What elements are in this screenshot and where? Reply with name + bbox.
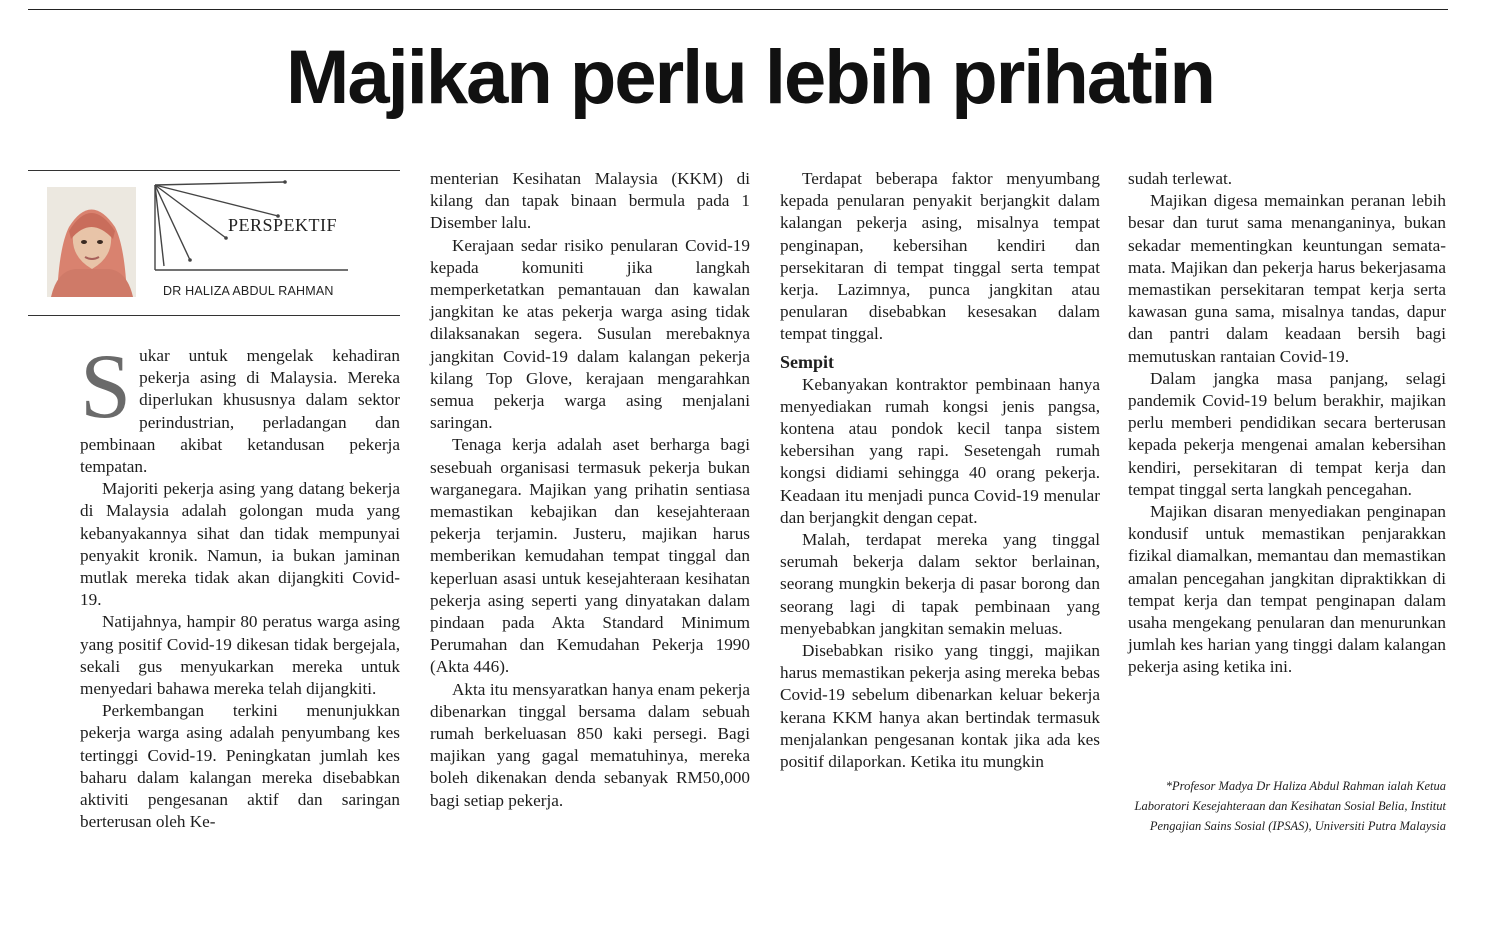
paragraph: Terdapat beberapa faktor menyumbang kepada penularan penyakit berjangkit dalam kalangan pekerja asing, misalnya tempat penginapan, kebersihan kendiri dan persekitaran di tempat tinggal serta tempat kerja. Lazimnya, punca jangkitan atau penularan disebabkan kesesakan dalam tempat tinggal. (780, 169, 1100, 344)
author-footnote: *Profesor Madya Dr Haliza Abdul Rahman ialah Ketua Laboratori Kesejahteraan dan Kesihatan Sosial Belia, Institut Pengajian Sains Sosial (IPSAS), Universiti Putra Malaysia (1134, 779, 1446, 833)
subheading: Sempit (780, 351, 834, 372)
byline-bottom-rule (28, 315, 400, 316)
drop-cap: S (80, 335, 132, 437)
article-column-3 (780, 168, 1100, 773)
paragraph: Disebabkan risiko yang tinggi, majikan harus memastikan pekerja asing mereka bebas Covid-19 sebelum dibenarkan keluar bekerja kerana KKM hanya akan bertindak termasuk menjalankan pengesanan kontak jika ada kes positif dilaporkan. Ketika itu mungkin (780, 641, 1100, 772)
paragraph: Kebanyakan kontraktor pembinaan hanya menyediakan rumah kongsi jenis pangsa, kontena atau pondok kecil tanpa sistem kebersihan yang rapi. Sesetengah rumah kongsi didiami sehingga 40 orang pekerja. Keadaan itu menjadi punca Covid-19 menular dan berjangkit dengan cepat. (780, 374, 1100, 527)
paragraph: Majikan digesa memainkan peranan lebih besar dan turut sama menanganinya, bukan sekadar mementingkan keuntungan semata-mata. Majikan dan pekerja harus bekerjasama memastikan persekitaran tempat kerja serta kawasan guna sama, misalnya tandas, dapur dan pantri dalam keadaan bersih bagi memutuskan rantaian Covid-19. (1128, 191, 1446, 366)
article-column-4 (1128, 168, 1446, 679)
paragraph: sudah terlewat. (1128, 169, 1233, 188)
paragraph: Malah, terdapat mereka yang tinggal serumah bekerja dalam sektor berlainan, seorang mungkin bekerja di pasar borong dan seorang lagi di tapak pembinaan yang menyebabkan jangkitan semakin meluas. (780, 530, 1100, 638)
article-headline: Majikan perlu lebih prihatin (286, 35, 1214, 120)
paragraph: Natijahnya, hampir 80 peratus warga asing yang positif Covid-19 dikesan tidak bergejala, sekali gus menyukarkan mereka untuk menyedari bahawa mereka telah dijangkiti. (80, 612, 400, 699)
paragraph: Majoriti pekerja asing yang datang bekerja di Malaysia adalah golongan muda yang kebanyakannya sihat dan tidak mempunyai penyakit kronik. Namun, ia bukan jaminan mutlak mereka tidak akan dijangkiti Covid-19. (80, 479, 400, 610)
paragraph: menterian Kesihatan Malaysia (KKM) di kilang dan tapak binaan bermula pada 1 Disember lalu. (430, 169, 750, 233)
paragraph: Tenaga kerja adalah aset berharga bagi sesebuah organisasi termasuk pekerja bukan warganegara. Majikan yang prihatin sentiasa memastikan kebajikan dan kesejahteraan pekerja terjamin. Justeru, majikan harus memberikan kemudahan tempat tinggal dan keperluan asasi untuk kesejahteraan kesihatan pekerja asing seperti yang dinyatakan dalam pindaan pada Akta Standard Minimum Perumahan dan Kemudahan Pekerja 1990 (Akta 446). (430, 435, 750, 677)
paragraph: Dalam jangka masa panjang, selagi pandemik Covid-19 belum berakhir, majikan perlu memberi pendidikan secara berterusan kepada pekerja mengenai amalan kebersihan kendiri, persekitaran di tempat kerja dan tempat tinggal serta langkah pencegahan. (1128, 368, 1446, 499)
paragraph: Perkembangan terkini menunjukkan pekerja warga asing adalah penyumbang kes tertinggi Covid-19. Peningkatan jumlah kes baharu dalam kalangan mereka disebabkan aktiviti pengesanan aktif dan saringan berterusan oleh Ke- (80, 701, 400, 832)
paragraph: Akta itu mensyaratkan hanya enam pekerja dibenarkan tinggal bersama dalam sebuah rumah berkeluasan 850 kaki persegi. Bagi majikan yang gagal mematuhinya, mereka boleh dikenakan denda sebanyak RM50,000 bagi setiap pekerja. (430, 679, 750, 810)
column-label: PERSPEKTIF (228, 215, 338, 235)
paragraph: Majikan disaran menyediakan penginapan kondusif untuk memastikan penjarakkan fizikal diamalkan, memantau dan memastikan amalan pencegahan jangkitan dipraktikkan di tempat kerja dan tempat penginapan dalam usaha mengekang penularan dan menurunkan jumlah kes harian yang tinggi dalam kalangan pekerja asing ketika ini. (1128, 502, 1446, 677)
paragraph: ukar untuk mengelak kehadiran pekerja asing di Malaysia. Mereka diperlukan khususnya dalam sektor perindustrian, perladangan dan pembinaan akibat ketandusan pekerja tempatan. (80, 346, 400, 477)
article-column-2 (430, 168, 750, 812)
author-byline: DR HALIZA ABDUL RAHMAN (163, 284, 334, 298)
article-column-1 (80, 335, 400, 833)
author-photo (47, 187, 136, 297)
paragraph: Kerajaan sedar risiko penularan Covid-19 kepada komuniti jika langkah memperketatkan pemantauan dan kawalan jangkitan ke atas pekerja warga asing tidak dilaksanakan segera. Susulan merebaknya jangkitan Covid-19 dalam kalangan pekerja kilang Top Glove, kerajaan mengarahkan semua pekerja warga asing menjalani saringan. (430, 235, 750, 433)
byline-top-rule (28, 170, 400, 171)
top-rule (28, 9, 1448, 10)
